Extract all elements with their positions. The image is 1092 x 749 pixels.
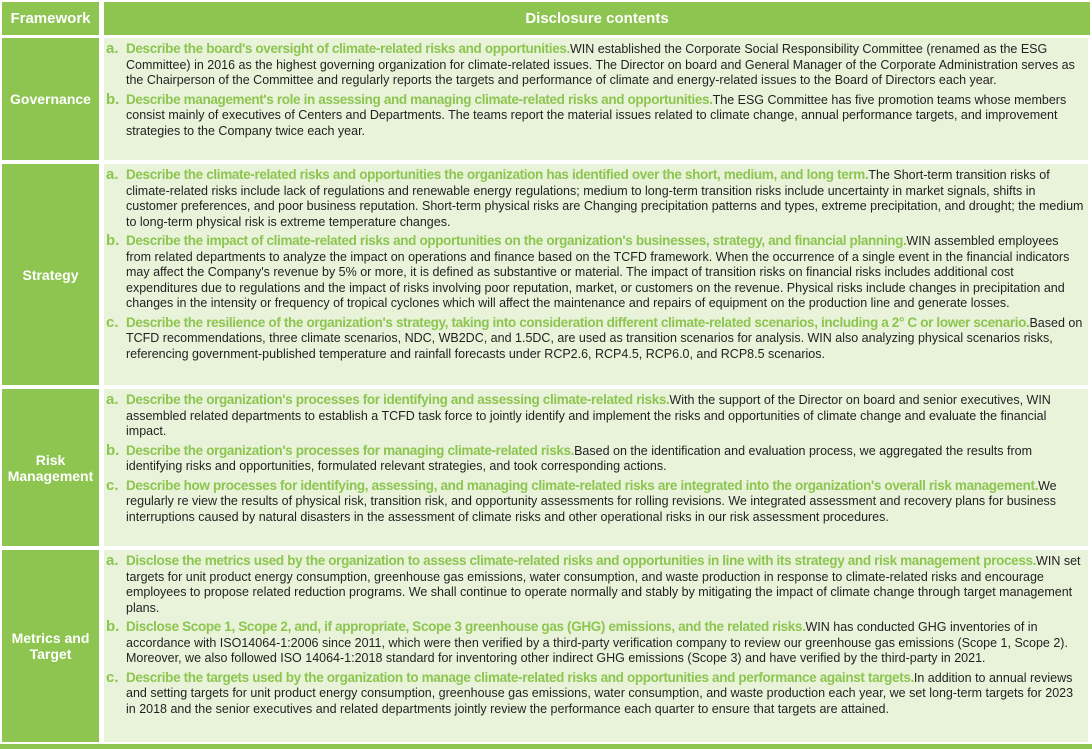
section-content-strategy [104, 164, 1088, 385]
section-content-risk-management [104, 389, 1088, 546]
item-letter: b. [106, 90, 120, 108]
disclosure-answer: In addition to annual reviews and setting targets for unit product energy consumption, greenhouse gas emissions, water consumption, and waste production each year, we set long-term targets for 2023 in 2018 and the senior executives and related departments jointly review the performance each quarter to ensure that targets are attained. [126, 670, 1074, 716]
disclosure-question: Describe the board's oversight of climate-related risks and opportunities. [126, 41, 570, 56]
disclosure-item [104, 478, 1088, 526]
section-governance [0, 38, 1092, 160]
item-letter: b. [106, 232, 120, 249]
section-content-metrics-and-target [104, 550, 1088, 742]
disclosure-item [104, 619, 1088, 667]
section-content-governance [104, 38, 1088, 160]
disclosure-question: Disclose Scope 1, Scope 2, and, if appropriate, Scope 3 greenhouse gas (GHG) emissions, and the related risks. [126, 619, 806, 634]
disclosure-question: Describe the organization's processes for managing climate-related risks. [126, 442, 575, 458]
disclosure-answer: WIN established the Corporate Social Responsibility Committee (renamed as the ESG Committee) in 2016 as the highest governing organization for climate-related issues. The Director on board and General Manager of the Corporate Administration serves as the Chairperson of the Committee and regularly reports the targets and performance of climate and energy-related issues to the Board of Directors each year. [126, 42, 1075, 87]
disclosure-item [104, 315, 1088, 363]
section-label-risk-management: Risk Management [2, 389, 99, 546]
disclosure-answer: Based on the identification and evaluation process, we aggregated the results from identifying risks and opportunities, formulated relevant strategies, and took corresponding actions. [126, 443, 1033, 473]
disclosure-answer: The ESG Committee has five promotion teams whose members consist mainly of executives of Centers and Departments. The teams report the material issues related to climate change, annual performance targets, and improvement strategies to the Company twice each year. [126, 92, 1067, 138]
section-risk-management [0, 389, 1092, 546]
section-label-metrics-and-target: Metrics and Target [2, 550, 99, 742]
disclosure-question: Describe the impact of climate-related risks and opportunities on the organization's businesses, strategy, and financial planning. [126, 233, 907, 248]
disclosure-item [104, 92, 1088, 140]
item-letter: a. [106, 166, 119, 183]
disclosure-item [104, 670, 1088, 718]
item-letter: c. [106, 476, 119, 494]
disclosure-answer: WIN set targets for unit product energy consumption, greenhouse gas emissions, water consumption, and waste production in response to climate-related risks and encourage employees to propose related reduction programs. We shall continue to operate normally and stably by mitigating the impact of climate change through target management plans. [126, 554, 1081, 615]
disclosure-item [104, 392, 1088, 440]
item-letter: c. [106, 668, 119, 686]
table-header [0, 2, 1092, 35]
disclosure-answer: With the support of the Director on board and senior executives, WIN assembled related departments to establish a TCFD task force to jointly identify and implement the risks and opportunities of climate change and evaluate the financial impact. [126, 393, 1051, 438]
bottom-border [0, 744, 1092, 749]
disclosure-question: Describe management's role in assessing and managing climate-related risks and opportunities. [126, 91, 713, 107]
disclosure-question: Describe how processes for identifying, assessing, and managing climate-related risks are integrated into the organization's overall risk management. [126, 477, 1039, 493]
item-letter: b. [106, 618, 120, 635]
disclosure-question: Disclose the metrics used by the organization to assess climate-related risks and opportunities in line with its strategy and risk management process. [126, 553, 1037, 568]
disclosure-item [104, 41, 1088, 89]
disclosure-question: Describe the resilience of the organization's strategy, taking into consideration different climate-related scenarios, including a 2° C or lower scenario. [126, 314, 1030, 330]
item-letter: a. [106, 391, 119, 408]
section-metrics-and-target [0, 550, 1092, 742]
disclosure-item [104, 443, 1088, 475]
item-letter: a. [106, 40, 119, 57]
section-label-strategy: Strategy [2, 164, 99, 385]
disclosure-answer: We regularly re view the results of physical risk, transition risk, and opportunity assessments for rolling revisions. We integrated assessment and recovery plans for business interruptions caused by natural disasters in the assessment of climate risks and other operational risks in our risk assessment procedures. [126, 478, 1057, 524]
disclosure-answer: Based on TCFD recommendations, three climate scenarios, NDC, WB2DC, and 1.5DC, are used as transition scenarios for analysis. WIN also analyzing physical scenarios risks, referencing government-published temperature and rainfall forecasts under RCP2.6, RCP4.5, RCP6.0, and RCP8.5 scenarios. [126, 315, 1083, 361]
section-strategy [0, 164, 1092, 385]
item-letter: c. [106, 313, 119, 331]
disclosure-answer: WIN assembled employees from related departments to analyze the impact on operations and finance based on the TCFD framework. When the occurrence of a single event in the financial indicators may affect the Company's revenue by 5% or more, it is defined as substantive or material. The impact of transition risks on financial risks includes additional cost expenditures due to regulations and the impact of risks involving poor reputation, market, or customers on the revenue. Physical risks include changes in precipitation and changes in the intensity or frequency of tropical cyclones which will affect the maintenance and repairs of equipment on the production line and generate losses. [126, 234, 1070, 310]
disclosure-item [104, 553, 1088, 616]
disclosure-question: Describe the targets used by the organization to manage climate-related risks and opportunities and performance against targets. [126, 669, 914, 685]
disclosure-question: Describe the organization's processes for identifying and assessing climate-related risks. [126, 392, 670, 407]
item-letter: a. [106, 552, 119, 569]
section-label-governance: Governance [2, 38, 99, 160]
disclosure-item [104, 233, 1088, 312]
disclosure-answer: WIN has conducted GHG inventories of in accordance with ISO14064-1:2006 since 2011, which were then verified by a third-party verification company to review our greenhouse gas emissions (Scope 1, Scope 2). Moreover, we also followed ISO 14064-1:2018 standard for inventoring other indirect GHG emissions (Scope 3) and have verified by the third-party in 2021. [126, 620, 1068, 665]
disclosure-contents-header: Disclosure contents [104, 2, 1090, 35]
item-letter: b. [106, 441, 120, 459]
disclosure-question: Describe the climate-related risks and opportunities the organization has identified over the short, medium, and long term. [126, 167, 869, 182]
disclosure-item [104, 167, 1088, 230]
framework-header: Framework [2, 2, 99, 35]
disclosure-answer: The Short-term transition risks of climate-related risks include lack of regulations and renewable energy regulations; medium to long-term transition risks include uncertainty in market signals, shifts in customer preferences, and poor business reputation. Short-term physical risks are Changing precipitation patterns and types, extreme precipitation, and drought; the medium to long-term physical risk is extreme temperature changes. [126, 168, 1084, 229]
